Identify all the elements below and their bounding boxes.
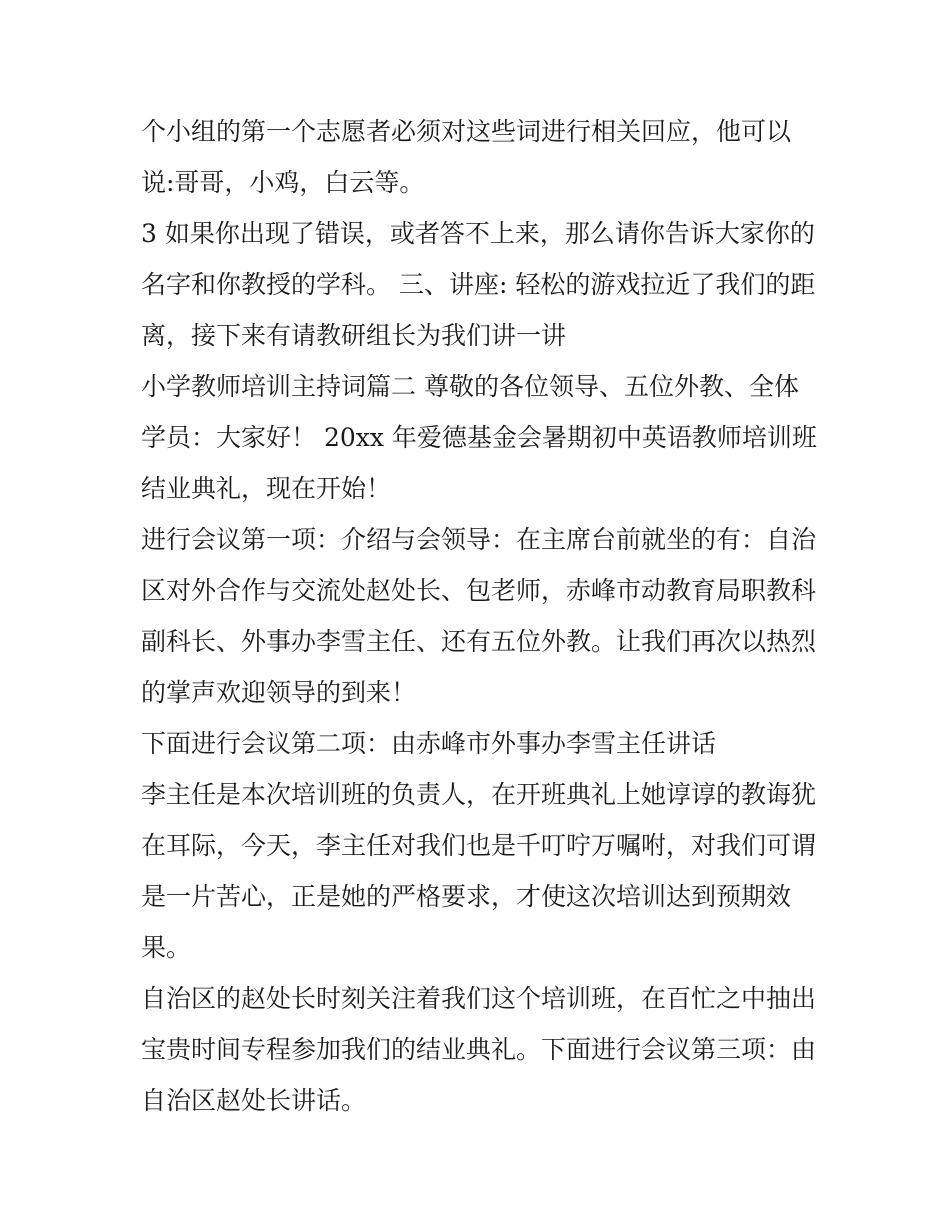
text-line: 在耳际，今天，李主任对我们也是千叮咛万嘱咐，对我们可谓: [141, 831, 817, 860]
text-line: 进行会议第一项：介绍与会领导：在主席台前就坐的有：自治: [141, 525, 817, 554]
text-line: 个小组的第一个志愿者必须对这些词进行相关回应，他可以: [141, 117, 792, 146]
text-line: 下面进行会议第二项：由赤峰市外事办李雪主任讲话: [141, 729, 717, 758]
text-line: 名字和你教授的学科。 三、讲座: 轻松的游戏拉近了我们的距: [141, 270, 816, 299]
text-line: 副科长、外事办李雪主任、还有五位外教。让我们再次以热烈: [141, 627, 817, 656]
text-line: 学员：大家好！ 20xx 年爱德基金会暑期初中英语教师培训班: [141, 423, 817, 452]
paragraph-agenda-item-3: [141, 973, 821, 1126]
text-line: 的掌声欢迎领导的到来！: [141, 678, 417, 707]
paragraph-agenda-item-1: [141, 514, 821, 718]
paragraph-volunteer-response: [141, 106, 821, 208]
text-line: 3 如果你出现了错误，或者答不上来，那么请你告诉大家你的: [141, 219, 815, 248]
document-body: [141, 106, 821, 1126]
paragraph-agenda-item-2: [141, 718, 821, 769]
text-line: 宝贵时间专程参加我们的结业典礼。下面进行会议第三项：由: [141, 1035, 817, 1064]
paragraph-director-li: [141, 769, 821, 973]
text-line: 自治区的赵处长时刻关注着我们这个培训班，在百忙之中抽出: [141, 984, 817, 1013]
text-line: 小学教师培训主持词篇二 尊敬的各位领导、五位外教、全体: [141, 372, 799, 401]
text-line: 李主任是本次培训班的负责人，在开班典礼上她谆谆的教诲犹: [141, 780, 817, 809]
paragraph-rule-3-and-lecture: [141, 208, 821, 361]
text-line: 离，接下来有请教研组长为我们讲一讲: [141, 321, 567, 350]
text-line: 结业典礼，现在开始！: [141, 474, 392, 503]
text-line: 果。: [141, 933, 192, 962]
text-line: 说:哥哥，小鸡，白云等。: [141, 168, 425, 197]
text-line: 是一片苦心，正是她的严格要求，才使这次培训达到预期效: [141, 882, 792, 911]
paragraph-host-speech-2-opening: [141, 361, 821, 514]
text-line: 自治区赵处长讲话。: [141, 1086, 367, 1115]
text-line: 区对外合作与交流处赵处长、包老师，赤峰市动教育局职教科: [141, 576, 817, 605]
